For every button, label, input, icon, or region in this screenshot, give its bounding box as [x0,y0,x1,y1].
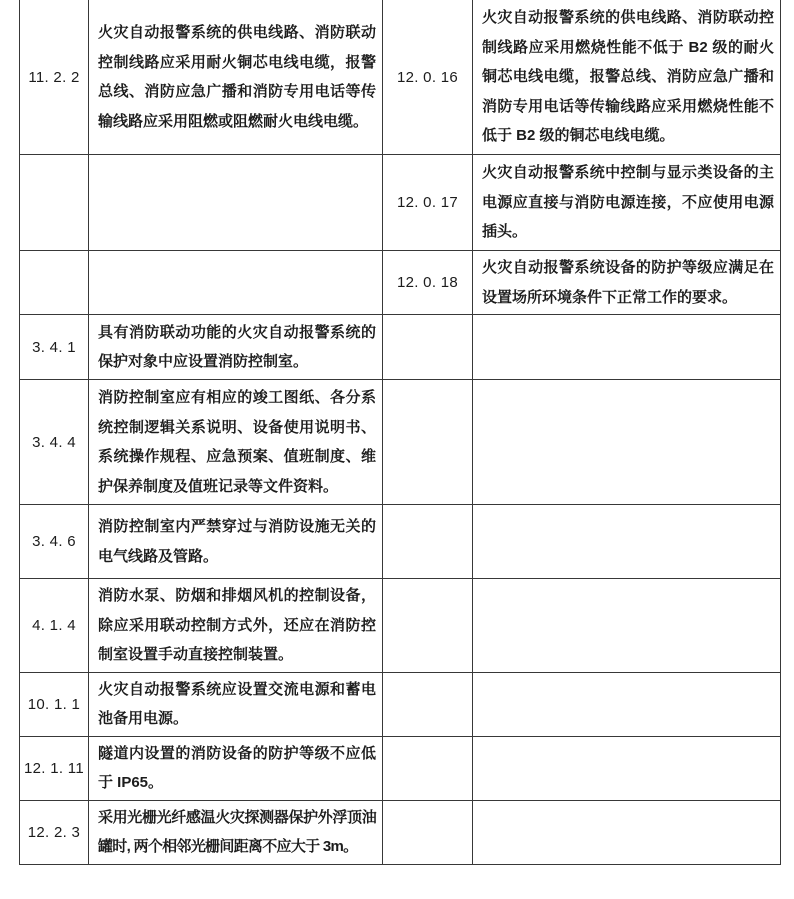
clause-code-cell: 11. 2. 2 [20,0,89,155]
clause-text-cell [473,380,781,505]
clause-text-cell: 具有消防联动功能的火灾自动报警系统的保护对象中应设置消防控制室。 [89,315,383,380]
fire-code-clauses-table [19,0,781,865]
table-row [20,380,781,505]
clause-text-cell [473,736,781,800]
table-row [20,800,781,864]
clause-text-cell [473,505,781,579]
clause-code-cell: 12. 0. 16 [383,0,473,155]
table-row [20,315,781,380]
table-row [20,505,781,579]
clause-code-cell [383,505,473,579]
table-row [20,155,781,251]
clause-text-cell: 火灾自动报警系统设备的防护等级应满足在设置场所环境条件下正常工作的要求。 [473,251,781,315]
clause-text-cell: 火灾自动报警系统应设置交流电源和蓄电池备用电源。 [89,672,383,736]
clause-text-cell [473,800,781,864]
clause-code-cell: 10. 1. 1 [20,672,89,736]
table-row [20,579,781,673]
clause-code-cell: 4. 1. 4 [20,579,89,673]
clause-text-cell [473,672,781,736]
clause-text-cell [473,315,781,380]
clause-text-cell: 隧道内设置的消防设备的防护等级不应低于 IP65。 [89,736,383,800]
table-row [20,251,781,315]
clause-code-cell [383,800,473,864]
clause-text-cell: 火灾自动报警系统的供电线路、消防联动控制线路应采用耐火铜芯电线电缆，报警总线、消防应急广播和消防专用电话等传输线路应采用阻燃或阻燃耐火电线电缆。 [89,0,383,155]
clause-code-cell: 3. 4. 1 [20,315,89,380]
clause-code-cell [383,672,473,736]
clause-text-cell: 采用光栅光纤感温火灾探测器保护外浮顶油罐时, 两个相邻光栅间距离不应大于 3m。 [89,800,383,864]
clause-code-cell [383,315,473,380]
table-row [20,672,781,736]
clause-text-cell: 消防水泵、防烟和排烟风机的控制设备，除应采用联动控制方式外，还应在消防控制室设置手动直接控制装置。 [89,579,383,673]
clause-code-cell: 12. 2. 3 [20,800,89,864]
clause-text-cell: 消防控制室应有相应的竣工图纸、各分系统控制逻辑关系说明、设备使用说明书、系统操作规程、应急预案、值班制度、维护保养制度及值班记录等文件资料。 [89,380,383,505]
clause-code-cell: 12. 0. 17 [383,155,473,251]
clause-text-cell: 消防控制室内严禁穿过与消防设施无关的电气线路及管路。 [89,505,383,579]
clause-code-cell: 3. 4. 6 [20,505,89,579]
table-row [20,736,781,800]
clause-code-cell [20,251,89,315]
clause-code-cell [383,579,473,673]
clause-code-cell [383,736,473,800]
clause-code-cell [383,380,473,505]
clause-text-cell: 火灾自动报警系统的供电线路、消防联动控制线路应采用燃烧性能不低于 B2 级的耐火铜芯电线电缆，报警总线、消防应急广播和消防专用电话等传输线路应采用燃烧性能不低于 B2 级的铜芯电线电缆。 [473,0,781,155]
clause-code-cell: 12. 1. 11 [20,736,89,800]
clause-text-cell [473,579,781,673]
clause-text-cell: 火灾自动报警系统中控制与显示类设备的主电源应直接与消防电源连接，不应使用电源插头。 [473,155,781,251]
clause-code-cell [20,155,89,251]
clause-code-cell: 3. 4. 4 [20,380,89,505]
table-row [20,0,781,155]
clause-text-cell [89,155,383,251]
clause-text-cell [89,251,383,315]
clause-code-cell: 12. 0. 18 [383,251,473,315]
